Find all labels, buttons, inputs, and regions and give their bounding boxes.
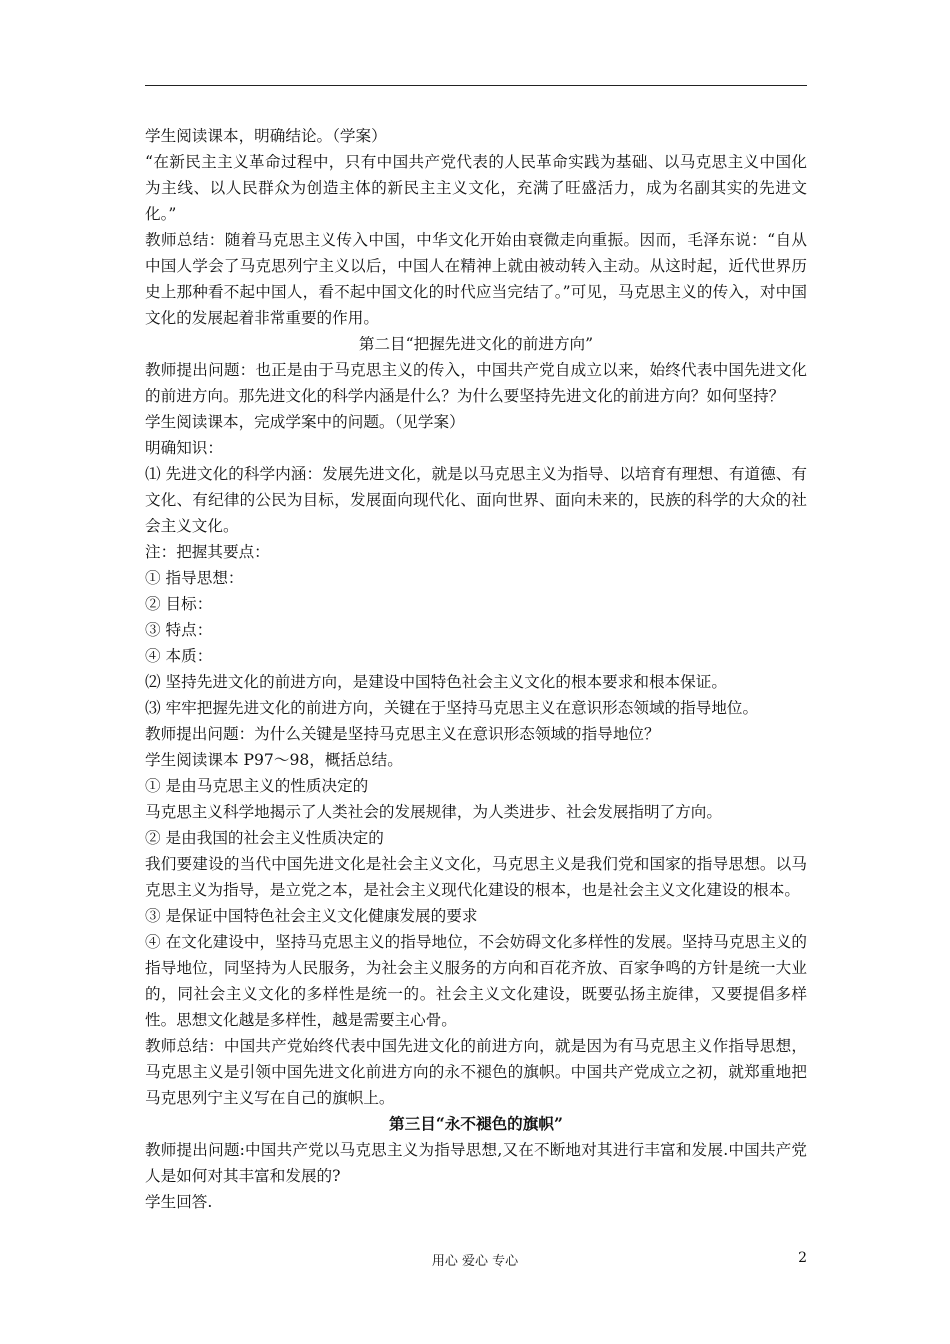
section-heading: 第二目“把握先进文化的前进方向” bbox=[358, 335, 594, 353]
paragraph: 注：把握其要点： bbox=[145, 543, 270, 561]
paragraph: 教师总结：随着马克思主义传入中国，中华文化开始由衰微走向重振。因而，毛泽东说：“自从中国人学会了马克思列宁主义以后，中国人在精神上就由被动转入主动。从这时起，近代世界历史上那种看不起中国人，看不起中国文化的时代应当完结了。”可见，马克思主义的传入，对中国文化的发展起着非常重要的作用。 bbox=[145, 231, 807, 327]
paragraph: 教师提出问题：也正是由于马克思主义的传入，中国共产党自成立以来，始终代表中国先进文化的前进方向。那先进文化的科学内涵是什么？为什么要坚持先进文化的前进方向？如何坚持？ bbox=[145, 361, 807, 405]
paragraph: ④ 本质： bbox=[145, 647, 213, 665]
paragraph: 学生回答. bbox=[145, 1193, 213, 1211]
paragraph: 学生阅读课本 P97～98，概括总结。 bbox=[145, 751, 403, 769]
paragraph: ① 指导思想： bbox=[145, 569, 244, 587]
paragraph: 教师提出问题：为什么关键是坚持马克思主义在意识形态领域的指导地位？ bbox=[145, 725, 660, 743]
paragraph: 学生阅读课本，明确结论。（学案） bbox=[145, 127, 387, 145]
page-number: 2 bbox=[798, 1250, 807, 1266]
paragraph: ② 是由我国的社会主义性质决定的 bbox=[145, 829, 384, 847]
paragraph: 我们要建设的当代中国先进文化是社会主义文化，马克思主义是我们党和国家的指导思想。以马克思主义为指导，是立党之本，是社会主义现代化建设的根本，也是社会主义文化建设的根本。 bbox=[145, 855, 807, 899]
paragraph: ③ 特点： bbox=[145, 621, 213, 639]
paragraph: ② 目标： bbox=[145, 595, 213, 613]
header-rule bbox=[145, 85, 807, 86]
paragraph: ① 是由马克思主义的性质决定的 bbox=[145, 777, 369, 795]
paragraph: ⑵ 坚持先进文化的前进方向，是建设中国特色社会主义文化的根本要求和根本保证。 bbox=[145, 673, 727, 691]
paragraph: 马克思主义科学地揭示了人类社会的发展规律，为人类进步、社会发展指明了方向。 bbox=[145, 803, 722, 821]
paragraph: 教师提出问题:中国共产党以马克思主义为指导思想,又在不断地对其进行丰富和发展.中国共产党人是如何对其丰富和发展的? bbox=[145, 1141, 807, 1185]
document-body bbox=[145, 123, 807, 1215]
paragraph: ④ 在文化建设中，坚持马克思主义的指导地位，不会妨碍文化多样性的发展。坚持马克思主义的指导地位，同坚持为人民服务，为社会主义服务的方向和百花齐放、百家争鸣的方针是统一大业的，同社会主义文化的多样性是统一的。社会主义文化建设，既要弘扬主旋律，又要提倡多样性。思想文化越是多样性，越是需要主心骨。 bbox=[145, 933, 807, 1029]
footer-motto: 用心 爱心 专心 bbox=[431, 1254, 519, 1269]
paragraph: ③ 是保证中国特色社会主义文化健康发展的要求 bbox=[145, 907, 478, 925]
section-heading: 第三目“永不褪色的旗帜” bbox=[389, 1114, 563, 1133]
paragraph: “在新民主主义革命过程中，只有中国共产党代表的人民革命实践为基础、以马克思主义中国化为主线、以人民群众为创造主体的新民主主义文化，充满了旺盛活力，成为名副其实的先进文化。” bbox=[145, 153, 807, 223]
paragraph: ⑶ 牢牢把握先进文化的前进方向，关键在于坚持马克思主义在意识形态领域的指导地位。 bbox=[145, 699, 759, 717]
paragraph: 明确知识： bbox=[145, 439, 223, 457]
paragraph: 学生阅读课本，完成学案中的问题。（见学案） bbox=[145, 413, 465, 431]
paragraph: 教师总结：中国共产党始终代表中国先进文化的前进方向，就是因为有马克思主义作指导思想，马克思主义是引领中国先进文化前进方向的永不褪色的旗帜。中国共产党成立之初，就郑重地把马克思列宁主义写在自己的旗帜上。 bbox=[145, 1037, 807, 1107]
paragraph: ⑴ 先进文化的科学内涵：发展先进文化，就是以马克思主义为指导、以培育有理想、有道德、有文化、有纪律的公民为目标，发展面向现代化、面向世界、面向未来的，民族的科学的大众的社会主义文化。 bbox=[145, 465, 807, 535]
